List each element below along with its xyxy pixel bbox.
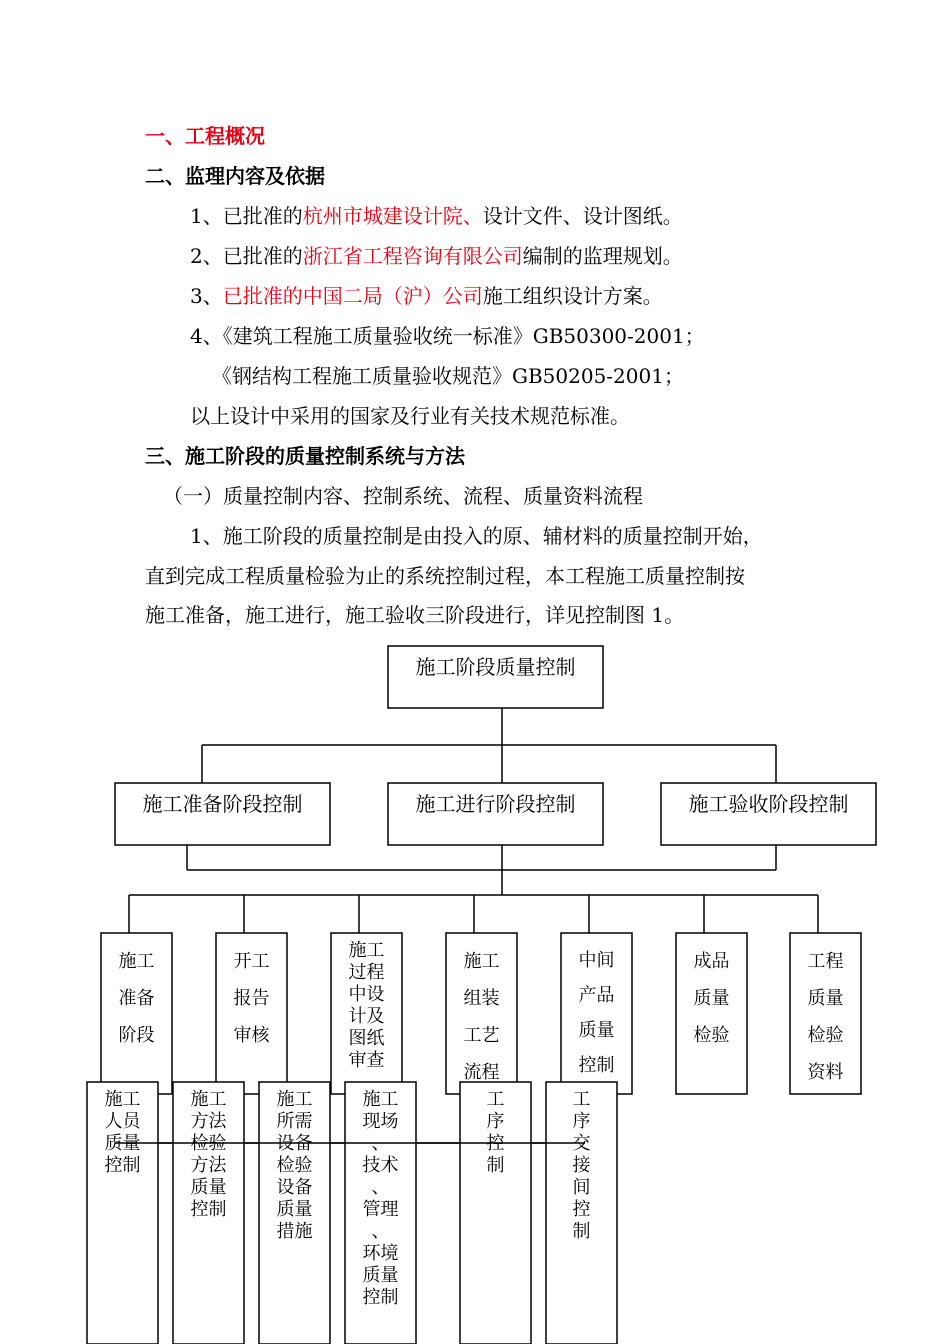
preparation-stage-label: 施工准备阶段控制 (142, 792, 303, 816)
basis-item-1-prefix: 1、已批准的 (190, 204, 303, 228)
finished-product-inspection-label: 成品 质量 检验 (693, 951, 730, 1046)
execution-stage-label: 施工进行阶段控制 (415, 792, 576, 816)
heading-quality-control-system: 三、施工阶段的质量控制系统与方法 (145, 444, 465, 468)
acceptance-stage-label: 施工验收阶段控制 (688, 792, 849, 816)
intermediate-product-quality-label: 中间 产品 质量 控制 (578, 950, 615, 1076)
basis-item-5: 以上设计中采用的国家及行业有关技术规范标准。 (190, 404, 630, 428)
preparation-phase-label: 施工 准备 阶段 (118, 951, 155, 1046)
basis-item-2-highlight: 浙江省工程咨询有限公司 (302, 244, 523, 268)
basis-item-2-suffix: 编制的监理规划。 (522, 244, 683, 268)
basis-item-1-suffix: 设计文件、设计图纸。 (482, 204, 683, 228)
heading-project-overview: 一、工程概况 (145, 124, 265, 148)
quality-inspection-records-label: 工程 质量 检验 资料 (807, 951, 844, 1083)
paragraph-line-1: 1、施工阶段的质量控制是由投入的原、辅材料的质量控制开始， (190, 524, 763, 548)
basis-item-3-prefix: 3、 (190, 284, 223, 308)
design-drawing-review-label: 施工 过程 中设 计及 图纸 审查 (348, 940, 385, 1071)
personnel-quality-label: 施工 人员 质量 控制 (104, 1089, 141, 1176)
heading-supervision-basis: 二、监理内容及依据 (145, 164, 325, 188)
basis-item-2-prefix: 2、已批准的 (190, 244, 303, 268)
paragraph-line-3: 施工准备，施工进行，施工验收三阶段进行，详见控制图 1。 (145, 603, 685, 627)
root-label: 施工阶段质量控制 (415, 655, 576, 679)
basis-item-3-highlight: 已批准的中国二局（沪）公司 (222, 284, 483, 308)
process-control-label: 工 序 控 制 (486, 1089, 505, 1176)
start-report-review-label: 开工 报告 审核 (233, 951, 270, 1046)
site-environment-quality-label: 施工 现场 、 技术 、 管理 、 环境 质量 控制 (362, 1089, 399, 1308)
subheading-quality-content: （一）质量控制内容、控制系统、流程、质量资料流程 (163, 484, 643, 508)
assembly-process-label: 施工 组装 工艺 流程 (463, 951, 500, 1083)
handover-control-label: 工 序 交 接 间 控 制 (572, 1089, 591, 1242)
equipment-quality-label: 施工 所需 设备 检验 设备 质量 措施 (276, 1089, 313, 1242)
paragraph-line-2: 直到完成工程质量检验为止的系统控制过程，本工程施工质量控制按 (145, 564, 745, 588)
basis-item-4-continued: 《钢结构工程施工质量验收规范》GB50205-2001； (212, 364, 684, 388)
basis-item-1-highlight: 杭州市城建设计院、 (302, 204, 483, 228)
method-quality-label: 施工 方法 检验 方法 质量 控制 (190, 1089, 227, 1220)
basis-item-3-suffix: 施工组织设计方案。 (482, 284, 663, 308)
basis-item-4: 4、《建筑工程施工质量验收统一标准》GB50300-2001； (190, 324, 705, 348)
